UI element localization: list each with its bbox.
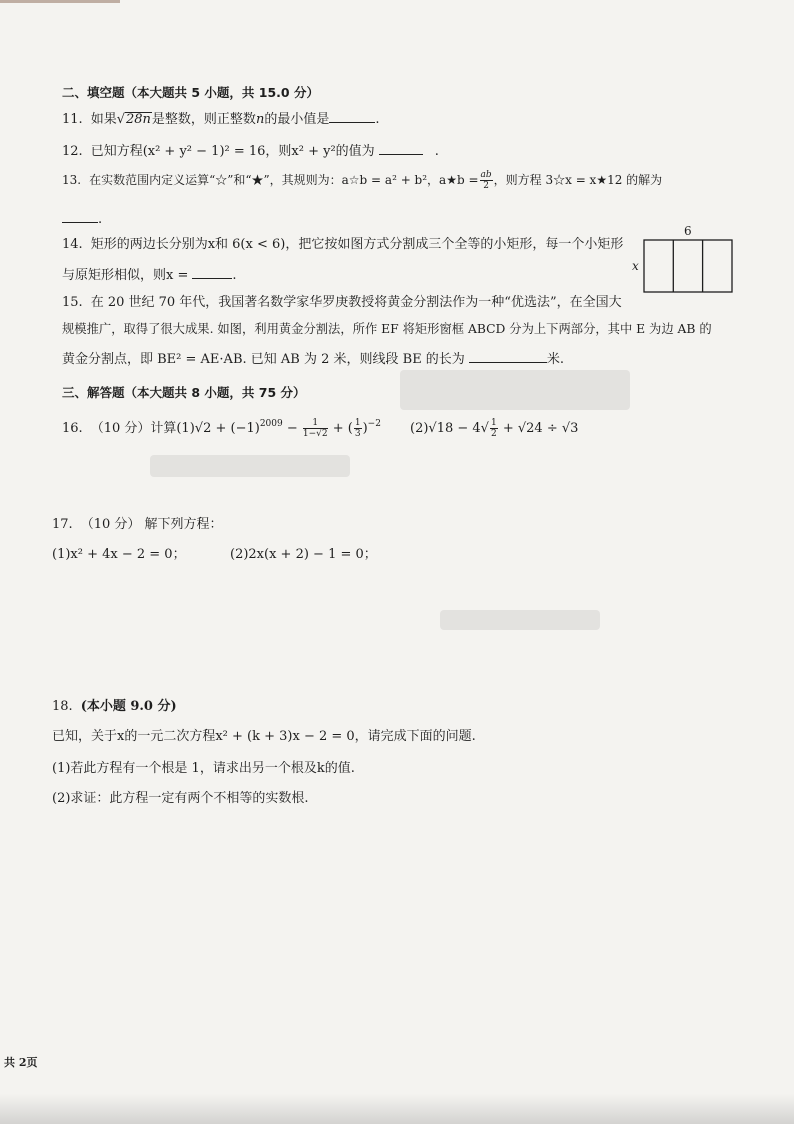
question-18-stem: 已知，关于x的一元二次方程x² + (k + 3)x − 2 = 0，请完成下面的问题. (52, 729, 476, 744)
section-title-solutions: 三、解答题（本大题共 8 小题，共 75 分） (62, 385, 306, 400)
question-15: 15. 在 20 世纪 70 年代，我国著名数学家华罗庚教授将黄金分割法作为一种“优选法”，在全国大 (62, 295, 622, 310)
question-14-line2: 与原矩形相似，则x = . (62, 268, 237, 283)
question-17: 17. （10 分） 解下列方程： (52, 517, 223, 532)
answer-blank[interactable] (62, 210, 98, 223)
question-18: 18. (本小题 9.0 分) (52, 699, 177, 714)
question-12: 12. 已知方程(x² + y² − 1)² = 16，则x² + y²的值为 . (62, 144, 439, 159)
scan-smudge (150, 455, 350, 477)
question-11: 11. 如果√28n是整数，则正整数n的最小值是 . (62, 112, 380, 127)
figure-label-x: x (632, 259, 639, 273)
answer-blank[interactable] (379, 142, 423, 155)
question-17-part1: (1)x² + 4x − 2 = 0； (52, 547, 186, 562)
rectangle-figure (628, 222, 738, 300)
question-13: 13. 在实数范围内定义运算“☆”和“★”，其规则为：a☆b = a² + b²，a★b = $\frac{ab}{2}$ ，则方程 3☆x = x★12 的解为 (62, 170, 663, 191)
question-15-line2: 规模推广，取得了很大成果. 如图，利用黄金分割法，所作 EF 将矩形窗框 ABCD 分为上下两部分，其中 E 为边 AB 的 (62, 322, 712, 336)
figure-label-6: 6 (684, 224, 692, 238)
question-14: 14. 矩形的两边长分别为x和 6(x < 6)，把它按如图方式分割成三个全等的小矩形，每一个小矩形 (62, 237, 624, 252)
section-title-fill-in: 二、填空题（本大题共 5 小题，共 15.0 分） (62, 85, 319, 100)
question-17-part2: (2)2x(x + 2) − 1 = 0； (230, 547, 377, 562)
scan-artifact (0, 0, 120, 3)
answer-blank[interactable] (469, 350, 547, 363)
scan-smudge (400, 370, 630, 410)
answer-blank[interactable] (329, 110, 375, 123)
scan-bottom-edge (0, 1094, 794, 1124)
question-16: 16. （10 分）计算$(1)√2 + (-1)^{2009}$ − $\frac{1}{1-√2}$ + ( $\frac{1}{3}$ )$^{-2}$ (62, 418, 381, 439)
question-16-part2: (2)√18 − 4√ $\frac{1}{2}$ + √24 ÷ √3 (410, 418, 579, 439)
question-18-part2: (2)求证：此方程一定有两个不相等的实数根. (52, 791, 309, 806)
answer-blank[interactable] (192, 266, 232, 279)
scan-smudge (440, 610, 600, 630)
question-13-answer-line: . (62, 210, 102, 229)
question-15-line3: 黄金分割点，即 BE² = AE·AB. 已知 AB 为 2 米，则线段 BE 的长为 米. (62, 352, 564, 367)
question-18-part1: (1)若此方程有一个根是 1，请求出另一个根及k的值. (52, 761, 355, 776)
page-count-footer: 共 2页 (4, 1056, 38, 1069)
